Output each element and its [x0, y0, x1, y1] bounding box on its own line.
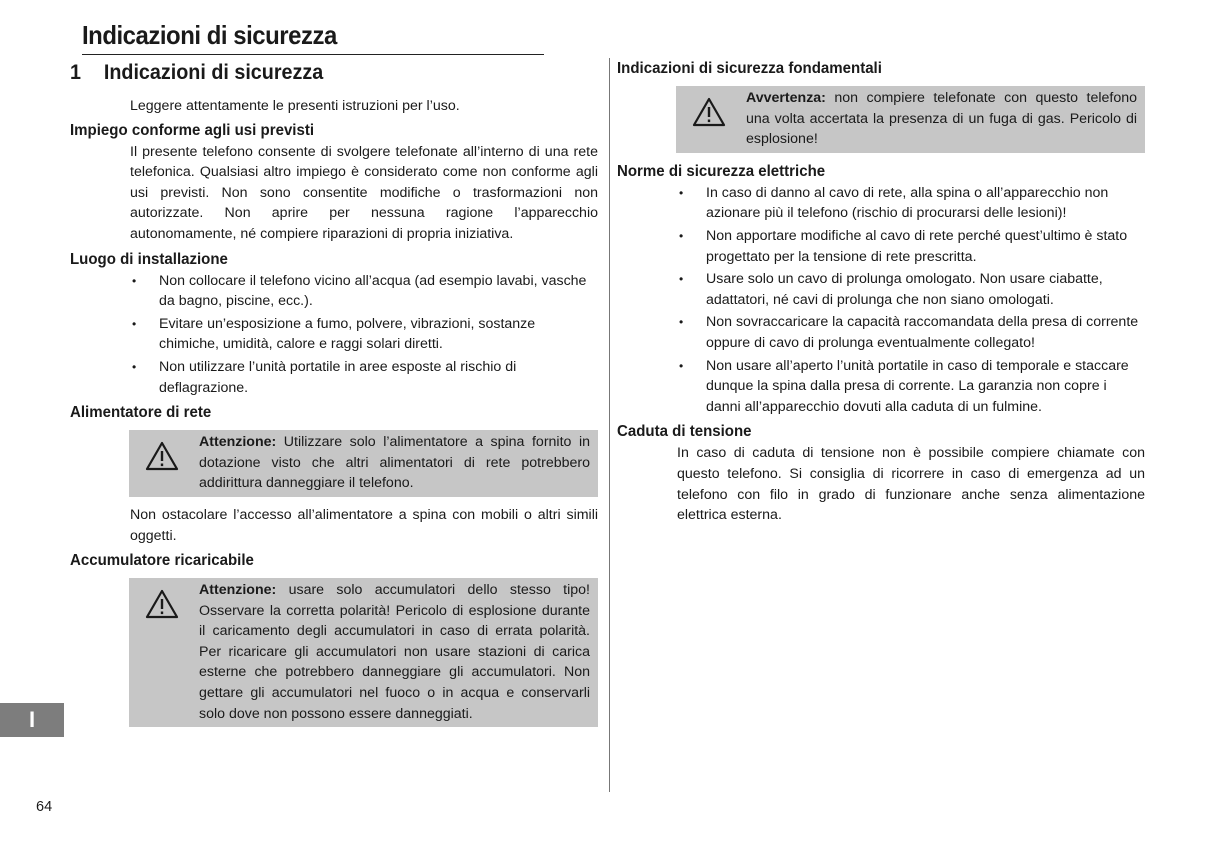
section-heading-accumulatore: Accumulatore ricaricabile: [70, 552, 254, 570]
right-column: [617, 58, 1145, 530]
warning-box-fondamentali: [676, 86, 1145, 153]
list-item: [130, 314, 598, 355]
list-item-text: Non collocare il telefono vicino all’acqua (ad esempio lavabi, vasche da bagno, piscine, ecc.).: [159, 272, 587, 310]
warning-box-accumulatore: [129, 578, 598, 727]
bullet-icon: •: [679, 272, 684, 287]
bullet-icon: •: [132, 359, 137, 374]
section-text-caduta: In caso di caduta di tensione non è possibile compiere chiamate con questo telefono. Si consiglia di ricorrere in caso di emergenza ad un telefono con filo in grado di funzionare anche senza alimentazione elettrica esterna.: [677, 445, 1145, 524]
bullet-icon: •: [679, 358, 684, 373]
warning-text: non compiere telefonate con questo telefono una volta accertata la presenza di un fuga di gas. Pericolo di esplosione!: [746, 90, 1137, 148]
list-item: [677, 312, 1145, 353]
list-item: [130, 271, 598, 312]
list-item: [677, 356, 1145, 418]
list-item: [677, 269, 1145, 310]
warning-box-alimentatore: [129, 430, 598, 497]
section-heading-alimentatore: Alimentatore di rete: [70, 404, 212, 422]
bullet-icon: •: [679, 315, 684, 330]
bullet-list-elettriche: [677, 183, 1145, 418]
list-item-text: In caso di danno al cavo di rete, alla spina o all’apparecchio non azionare più il telefono (rischio di procurarsi delle lesioni)!: [706, 184, 1109, 222]
list-item-text: Non usare all’aperto l’unità portatile in caso di temporale e staccare dunque la spina dalla presa di corrente. La garanzia non copre i danni all’apparecchio dovuti alla caduta di un fulmine.: [706, 357, 1129, 415]
list-item: [130, 357, 598, 398]
list-item-text: Usare solo un cavo di prolunga omologato. Non usare ciabatte, adattatori, né cavi di prolunga che non siano omologati.: [706, 271, 1103, 308]
language-tab: I: [0, 703, 64, 737]
chapter-title-text: Indicazioni di sicurezza: [103, 61, 324, 84]
section-heading-impiego: Impiego conforme agli usi previsti: [70, 121, 315, 139]
section-text-impiego: Il presente telefono consente di svolgere telefonate all’interno di una rete telefonica. Qualsiasi altro impiego è considerato come non conforme agli usi previsti. Non sono consentite modifiche o trasformazioni non autorizzate. Non aprire per nessuna ragione l’apparecchio autonomamente, né compiere riparazioni di propria iniziativa.: [130, 143, 598, 242]
warning-label: Avvertenza:: [746, 90, 826, 106]
section-heading-elettriche: Norme di sicurezza elettriche: [617, 162, 826, 180]
warning-triangle-icon: [145, 441, 179, 471]
list-item-text: Non utilizzare l’unità portatile in aree esposte al rischio di deflagrazione.: [159, 358, 517, 396]
warning-triangle-icon: [692, 97, 726, 127]
list-item: [677, 226, 1145, 267]
left-column: [70, 58, 598, 735]
warning-text: usare solo accumulatori dello stesso tipo! Osservare la corretta polarità! Pericolo di esplosione durante il caricamento degli accumulatori in caso di errata polarità. Per ricaricare gli accumulatori non usare stazioni di carica esterne che potrebbero danneggiare gli accumulatori. Non gettare gli accumulatori nel fuoco o in acqua e conservarli solo dove non possono essere danneggiati.: [199, 582, 590, 722]
chapter-intro: Leggere attentamente le presenti istruzioni per l’uso.: [130, 98, 460, 114]
section-heading-caduta: Caduta di tensione: [617, 423, 752, 441]
warning-label: Attenzione:: [199, 434, 277, 451]
page-header: [82, 18, 544, 55]
warning-text: Utilizzare solo l’alimentatore a spina fornito in dotazione visto che altri alimentatori di rete potrebbero addirittura danneggiare il telefono.: [199, 434, 590, 492]
bullet-icon: •: [132, 316, 137, 331]
bullet-icon: •: [679, 185, 684, 200]
page-number: 64: [36, 799, 53, 815]
warning-label: Attenzione:: [199, 582, 277, 599]
bullet-list-luogo: [130, 271, 598, 399]
column-divider: [609, 58, 610, 792]
section-heading-fondamentali: Indicazioni di sicurezza fondamentali: [617, 60, 882, 77]
bullet-icon: •: [132, 273, 137, 288]
chapter-number: 1: [70, 61, 81, 84]
section-text-alimentatore: Non ostacolare l’accesso all’alimentatore a spina con mobili o altri simili oggetti.: [130, 506, 598, 544]
list-item-text: Non apportare modifiche al cavo di rete perché quest’ultimo è stato progettato per la tensione di rete prescritta.: [706, 227, 1128, 265]
chapter-title: [70, 60, 566, 86]
page-title: Indicazioni di sicurezza: [82, 20, 337, 50]
section-heading-luogo: Luogo di installazione: [70, 250, 228, 268]
list-item-text: Evitare un’esposizione a fumo, polvere, vibrazioni, sostanze chimiche, umidità, calore e raggi solari diretti.: [159, 315, 536, 353]
warning-triangle-icon: [145, 589, 179, 619]
bullet-icon: •: [679, 228, 684, 243]
list-item: [677, 183, 1145, 224]
list-item-text: Non sovraccaricare la capacità raccomandata della presa di corrente oppure di cavo di prolunga eventualmente collegato!: [706, 314, 1139, 351]
